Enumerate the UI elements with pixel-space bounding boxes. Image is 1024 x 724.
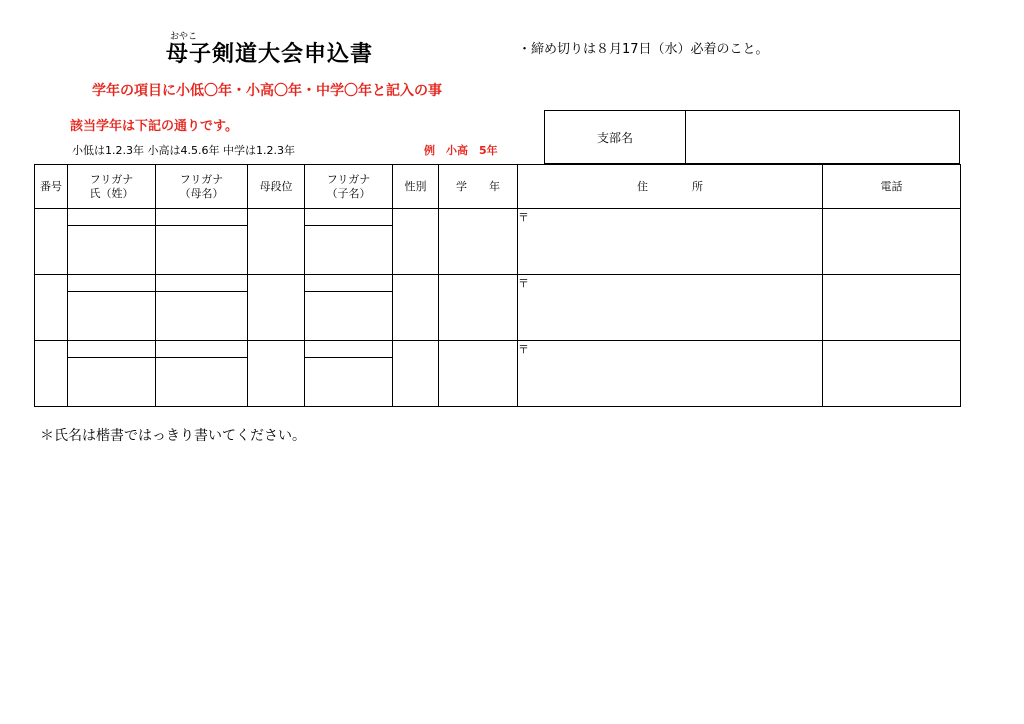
grade-field[interactable] — [439, 341, 518, 407]
table-header-row — [35, 165, 961, 209]
branch-name-field[interactable] — [686, 111, 959, 163]
mother-kana-field[interactable] — [156, 209, 247, 226]
header-mother-name — [156, 165, 248, 209]
grade-field[interactable] — [439, 209, 518, 275]
title-ruby: おやこ — [170, 32, 198, 42]
header-mother-rank: 母段位 — [248, 165, 305, 209]
phone-field[interactable] — [823, 341, 961, 407]
mother-name-field[interactable] — [156, 358, 247, 406]
phone-field[interactable] — [823, 275, 961, 341]
header-number: 番号 — [35, 165, 68, 209]
header-grade: 学 年 — [439, 165, 518, 209]
mother-rank-field[interactable] — [248, 275, 305, 341]
header-surname-kana: フリガナ — [89, 172, 134, 186]
header-mother-label: （母名） — [179, 186, 224, 200]
grade-example: 例 小高 5年 — [424, 144, 498, 157]
surname-cell — [68, 341, 156, 407]
number-cell[interactable] — [35, 275, 68, 341]
grade-instruction: 学年の項目に小低〇年・小高〇年・中学〇年と記入の事 — [92, 83, 442, 99]
mother-name-cell — [156, 275, 248, 341]
surname-cell — [68, 275, 156, 341]
deadline-note: ・締め切りは８月17日（水）必着のこと。 — [518, 42, 769, 57]
child-name-field[interactable] — [305, 226, 392, 274]
child-kana-field[interactable] — [305, 275, 392, 292]
application-table — [34, 164, 961, 407]
header-phone: 電話 — [823, 165, 961, 209]
mother-kana-field[interactable] — [156, 341, 247, 358]
grade-ranges: 小低は1.2.3年 小高は4.5.6年 中学は1.2.3年 — [72, 144, 295, 157]
gender-field[interactable] — [393, 209, 439, 275]
header-child-name — [305, 165, 393, 209]
footer-note: ＊氏名は楷書ではっきり書いてください。 — [40, 428, 306, 444]
header-mother-kana: フリガナ — [179, 172, 224, 186]
header-child-label: （子名） — [326, 186, 371, 200]
address-field[interactable] — [518, 275, 823, 341]
gender-field[interactable] — [393, 275, 439, 341]
surname-field[interactable] — [68, 226, 155, 274]
zip-mark: 〒 — [518, 277, 529, 290]
table-row — [35, 341, 961, 407]
branch-label: 支部名 — [545, 111, 686, 163]
number-cell[interactable] — [35, 209, 68, 275]
mother-name-cell — [156, 209, 248, 275]
address-field[interactable] — [518, 209, 823, 275]
mother-kana-field[interactable] — [156, 275, 247, 292]
header-surname — [68, 165, 156, 209]
surname-field[interactable] — [68, 358, 155, 406]
header-address: 住 所 — [518, 165, 823, 209]
surname-kana-field[interactable] — [68, 209, 155, 226]
gender-field[interactable] — [393, 341, 439, 407]
mother-name-cell — [156, 341, 248, 407]
child-name-field[interactable] — [305, 358, 392, 406]
surname-field[interactable] — [68, 292, 155, 340]
number-cell[interactable] — [35, 341, 68, 407]
address-field[interactable] — [518, 341, 823, 407]
zip-mark: 〒 — [518, 211, 529, 224]
mother-name-field[interactable] — [156, 292, 247, 340]
zip-mark: 〒 — [518, 343, 529, 356]
child-name-cell — [305, 341, 393, 407]
mother-rank-field[interactable] — [248, 341, 305, 407]
child-name-cell — [305, 209, 393, 275]
header-gender: 性別 — [393, 165, 439, 209]
branch-box — [544, 110, 960, 164]
child-name-cell — [305, 275, 393, 341]
table-row — [35, 275, 961, 341]
surname-cell — [68, 209, 156, 275]
page-title: 母子剣道大会申込書 — [166, 42, 374, 67]
surname-kana-field[interactable] — [68, 275, 155, 292]
table-row — [35, 209, 961, 275]
child-name-field[interactable] — [305, 292, 392, 340]
surname-kana-field[interactable] — [68, 341, 155, 358]
mother-rank-field[interactable] — [248, 209, 305, 275]
child-kana-field[interactable] — [305, 341, 392, 358]
grade-field[interactable] — [439, 275, 518, 341]
phone-field[interactable] — [823, 209, 961, 275]
mother-name-field[interactable] — [156, 226, 247, 274]
header-child-kana: フリガナ — [326, 172, 371, 186]
child-kana-field[interactable] — [305, 209, 392, 226]
grade-applicable-note: 該当学年は下記の通りです。 — [70, 119, 238, 134]
header-surname-label: 氏（姓） — [89, 186, 134, 200]
